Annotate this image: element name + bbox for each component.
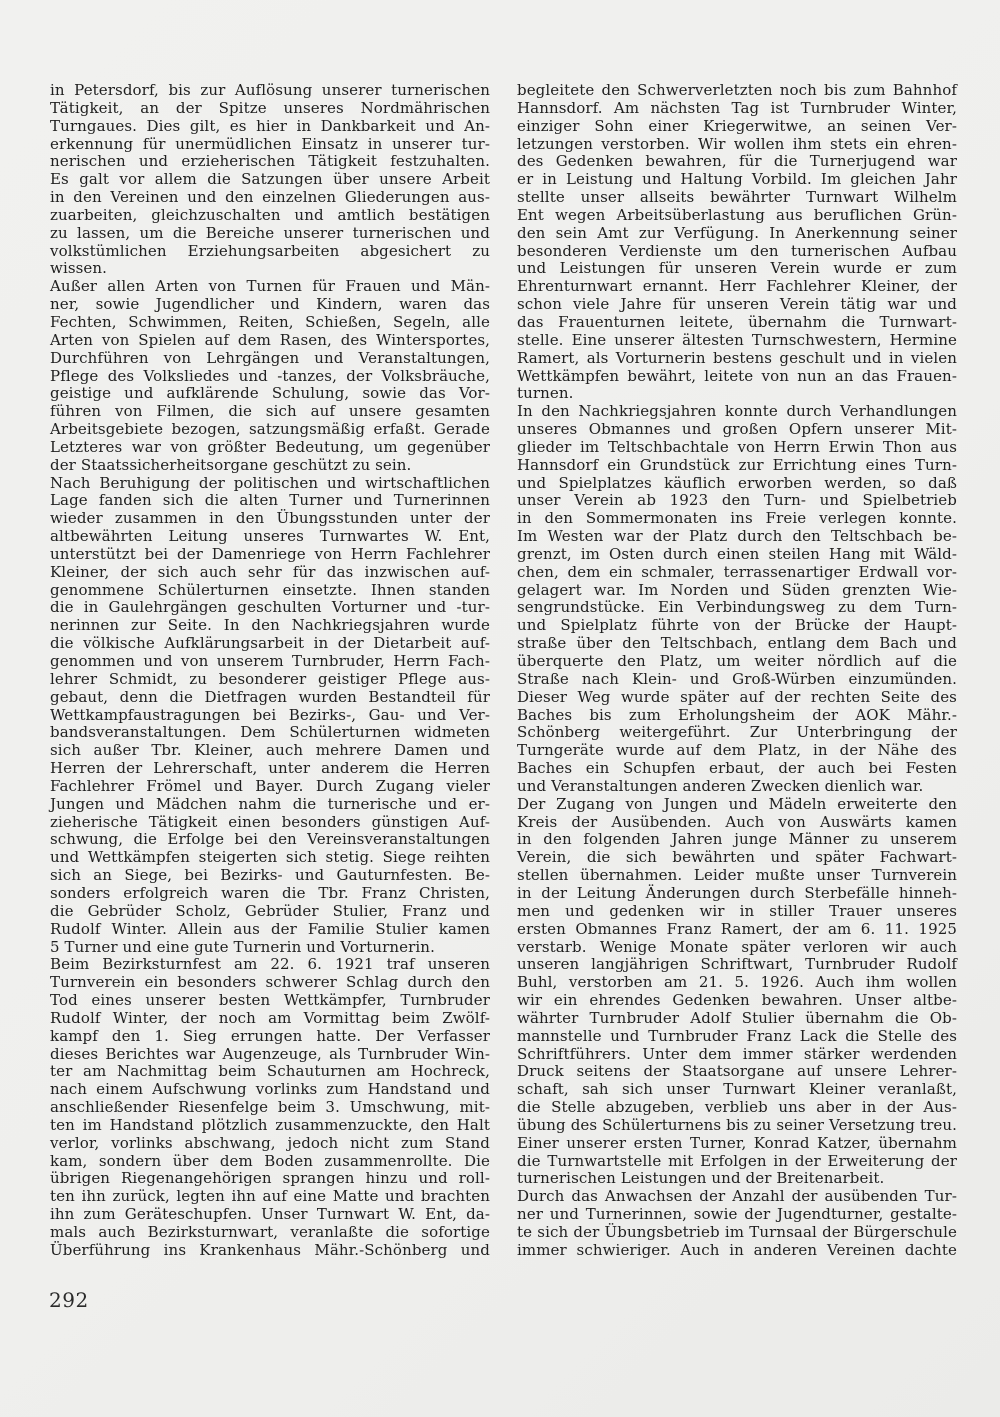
text-line: 5 Turner und eine gute Turnerin und Vorturnerin.	[50, 937, 435, 956]
text-line: stelle. Eine unserer ältesten Turnschwestern, Hermine	[517, 330, 957, 349]
text-line: Buhl, verstorben am 21. 5. 1926. Auch ihm wollen	[517, 973, 957, 992]
text-line: den sein Amt zur Verfügung. In Anerkennung seiner	[517, 223, 957, 242]
text-line: die völkische Aufklärungsarbeit in der Dietarbeit auf-	[50, 634, 490, 653]
text-line: besonderen Verdienste um den turnerischen Aufbau	[517, 241, 957, 260]
text-line: und Wettkämpfen steigerten sich stetig. Siege reihten	[50, 848, 490, 867]
text-line: mals auch Bezirksturnwart, veranlaßte die sofortige	[50, 1223, 490, 1241]
text-line: men und gedenken wir in stiller Trauer unseres	[517, 901, 957, 920]
text-line: unterstützt bei der Damenriege von Herrn Fachlehrer	[50, 544, 490, 563]
text-line: gebaut, denn die Dietfragen wurden Bestandteil für	[50, 687, 490, 706]
text-line: in den Vereinen und den einzelnen Gliederungen aus-	[50, 188, 490, 207]
left-column	[50, 82, 490, 1260]
text-line: genommene Schülerturnen einsetzte. Ihnen standen	[50, 580, 490, 599]
text-line: stellen übernahmen. Leider mußte unser Turnverein	[517, 866, 957, 885]
text-line: ner und Turnerinnen, sowie der Jugendturner, gestalte-	[517, 1205, 957, 1224]
text-line: gelagert war. Im Norden und Süden grenzten Wie-	[517, 580, 957, 599]
text-line: turnerischen Leistungen und der Breitenarbeit.	[517, 1169, 885, 1188]
text-line: genommen und von unserem Turnbruder, Herrn Fach-	[50, 652, 490, 670]
text-line: das Frauenturnen leitete, übernahm die Turnwart-	[517, 312, 957, 331]
text-line: Baches ein Schupfen erbaut, der auch bei Festen	[517, 759, 957, 778]
text-line: Kleiner, der sich auch sehr für das inzwischen auf-	[50, 562, 490, 581]
text-line: Turnverein ein besonders schwerer Schlag durch den	[50, 973, 490, 992]
text-line: Durch das Anwachsen der Anzahl der ausübenden Tur-	[517, 1187, 957, 1206]
text-line: sich an Siege, bei Bezirks- und Gauturnfesten. Be-	[50, 866, 490, 885]
text-line: Arbeitsgebiete bezogen, satzungsmäßig erfaßt. Gerade	[50, 420, 490, 439]
text-line: Turngaues. Dies gilt, es hier in Dankbarkeit und An-	[50, 116, 490, 135]
text-line: Einer unserer ersten Turner, Konrad Katzer, übernahm	[517, 1133, 957, 1152]
text-line: wissen.	[50, 259, 108, 278]
text-line: Verein, die sich bewährten und später Fachwart-	[517, 848, 957, 867]
text-line: die Stelle abzugeben, verblieb uns aber in der Aus-	[517, 1098, 957, 1117]
text-line: bandsveranstaltungen. Dem Schülerturnen widmeten	[50, 723, 490, 742]
text-line: chen, dem ein schmaler, terrassenartiger Erdwall vor-	[517, 562, 957, 581]
text-line: Überführung ins Krankenhaus Mähr.-Schönberg und	[50, 1240, 490, 1259]
text-line: anschließender Riesenfelge beim 3. Umschwung, mit-	[50, 1098, 490, 1117]
text-line: Letzteres war von größter Bedeutung, um gegenüber	[50, 437, 490, 456]
text-line: turnen.	[517, 384, 574, 403]
text-line: übung des Schülerturnens bis zu seiner Versetzung treu.	[517, 1115, 957, 1134]
right-column	[517, 82, 957, 1260]
text-line: stellte unser allseits bewährter Turnwart Wilhelm	[517, 188, 957, 207]
text-line: des Gedenken bewahren, für die Turnerjugend war	[517, 152, 957, 171]
text-line: Jungen und Mädchen nahm die turnerische und er-	[50, 794, 490, 813]
text-line: Rudolf Winter, der noch am Vormittag beim Zwölf-	[50, 1008, 490, 1027]
text-line: zu lassen, um die Bereiche unserer turnerischen und	[50, 223, 490, 242]
text-line: er in Leistung und Haltung Vorbild. Im gleichen Jahr	[517, 170, 957, 189]
text-line: nach einem Aufschwung vorlinks zum Handstand und	[50, 1080, 490, 1099]
text-line: Ehrenturnwart ernannt. Herr Fachlehrer Kleiner, der	[517, 277, 957, 296]
text-line: Straße nach Klein- und Groß-Würben einzumünden.	[517, 669, 957, 688]
page-number: 292	[49, 1288, 89, 1312]
text-line: nerischen und erzieherischen Tätigkeit festzuhalten.	[50, 152, 490, 171]
text-line: letzungen verstorben. Wir wollen ihm stets ein ehren-	[517, 134, 957, 153]
text-line: in der Leitung Änderungen durch Sterbefälle hinneh-	[517, 883, 957, 902]
text-line: Der Zugang von Jungen und Mädeln erweiterte den	[517, 794, 957, 813]
text-line: der Staatssicherheitsorgane geschützt zu sein.	[50, 455, 412, 474]
text-line: Wettkampfaustragungen bei Bezirks-, Gau- und Ver-	[50, 705, 490, 724]
text-line: geistige und aufklärende Schulung, sowie das Vor-	[50, 384, 490, 403]
text-line: Dieser Weg wurde später auf der rechten Seite des	[517, 687, 957, 706]
text-line: ihn zum Geräteschupfen. Unser Turnwart W. Ent, da-	[50, 1205, 490, 1224]
text-line: sonders erfolgreich waren die Tbr. Franz Christen,	[50, 883, 490, 902]
text-line: Pflege des Volksliedes und -tanzes, der Volksbräuche,	[50, 366, 490, 385]
text-line: verlor, vorlinks abschwang, jedoch nicht zum Stand	[50, 1133, 490, 1152]
text-line: in Petersdorf, bis zur Auflösung unserer turnerischen	[50, 81, 490, 99]
text-line: ten im Handstand plötzlich zusammenzuckte, den Halt	[50, 1115, 490, 1134]
text-line: die in Gaulehrgängen geschulten Vorturner und -tur-	[50, 598, 490, 617]
text-line: überquerte den Platz, um weiter nördlich auf die	[517, 652, 957, 670]
text-line: unseren langjährigen Schriftwart, Turnbruder Rudolf	[517, 955, 957, 974]
text-line: Tod eines unserer besten Wettkämpfer, Turnbruder	[50, 991, 490, 1010]
text-line: Im Westen war der Platz durch den Teltschbach be-	[517, 527, 957, 546]
text-line: zuarbeiten, gleichzuschalten und amtlich bestätigen	[50, 205, 490, 224]
text-line: Druck seitens der Staatsorgane auf unsere Lehrer-	[517, 1062, 957, 1081]
text-line: Hannsdorf ein Grundstück zur Errichtung eines Turn-	[517, 455, 957, 474]
text-line: Lage fanden sich die alten Turner und Turnerinnen	[50, 491, 490, 510]
text-line: schwung, die Erfolge bei den Vereinsveranstaltungen	[50, 830, 490, 849]
text-line: schaft, sah sich unser Turnwart Kleiner veranlaßt,	[517, 1080, 957, 1099]
text-line: führen von Filmen, die sich auf unsere gesamten	[50, 402, 490, 421]
text-line: und Spielplatzes käuflich erworben werden, so daß	[517, 473, 957, 492]
text-line: Wettkämpfen bewährt, leitete von nun an das Frauen-	[517, 366, 957, 385]
text-line: wieder zusammen in den Übungsstunden unter der	[50, 509, 490, 528]
text-line: einziger Sohn einer Kriegerwitwe, an seinen Ver-	[517, 116, 957, 135]
text-line: verstarb. Wenige Monate später verloren wir auch	[517, 937, 957, 956]
text-line: Kreis der Ausübenden. Auch von Auswärts kamen	[517, 812, 957, 831]
text-line: nerinnen zur Seite. In den Nachkriegsjahren wurde	[50, 616, 490, 635]
text-line: Es galt vor allem die Satzungen über unsere Arbeit	[50, 170, 490, 189]
text-line: straße über den Teltschbach, entlang dem Bach und	[517, 634, 957, 653]
text-line: Schriftführers. Unter dem immer stärker werdenden	[517, 1044, 957, 1063]
text-line: Tätigkeit, an der Spitze unseres Nordmährischen	[50, 98, 490, 117]
text-line: te sich der Übungsbetrieb im Turnsaal der Bürgerschule	[517, 1223, 957, 1241]
text-line: Ramert, als Vorturnerin bestens geschult und in vielen	[517, 348, 957, 367]
text-line: schon viele Jahre für unseren Verein tätig war und	[517, 295, 957, 314]
text-line: und Leistungen für unseren Verein wurde er zum	[517, 259, 957, 278]
text-line: die Turnwartstelle mit Erfolgen in der Erweiterung der	[517, 1151, 957, 1170]
text-line: und Spielplatz führte von der Brücke der Haupt-	[517, 616, 957, 635]
text-line: In den Nachkriegsjahren konnte durch Verhandlungen	[517, 402, 957, 421]
text-line: Turngeräte wurde auf dem Platz, in der Nähe des	[517, 741, 957, 760]
text-line: übrigen Riegenangehörigen sprangen hinzu und roll-	[50, 1169, 490, 1188]
text-line: Fechten, Schwimmen, Reiten, Schießen, Segeln, alle	[50, 312, 490, 331]
text-line: lehrer Schmidt, zu besonderer geistiger Pflege aus-	[50, 669, 490, 688]
text-line: ter am Nachmittag beim Schauturnen am Hochreck,	[50, 1062, 490, 1081]
text-line: Durchführen von Lehrgängen und Veranstaltungen,	[50, 348, 490, 367]
text-line: volkstümlichen Erziehungsarbeiten abgesichert zu	[50, 241, 490, 260]
text-line: in den folgenden Jahren junge Männer zu unserem	[517, 830, 957, 849]
text-line: Schönberg weitergeführt. Zur Unterbringung der	[517, 723, 957, 742]
text-line: Arten von Spielen auf dem Rasen, des Wintersportes,	[50, 330, 490, 349]
text-line: glieder im Teltschbachtale von Herrn Erwin Thon aus	[517, 437, 957, 456]
text-line: Fachlehrer Frömel und Bayer. Durch Zugang vieler	[50, 776, 490, 795]
text-line: Nach Beruhigung der politischen und wirtschaftlichen	[50, 473, 490, 492]
text-line: begleitete den Schwerverletzten noch bis zum Bahnhof	[517, 81, 957, 99]
text-line: unser Verein ab 1923 den Turn- und Spielbetrieb	[517, 491, 957, 510]
text-line: zieherische Tätigkeit einen besonders günstigen Auf-	[50, 812, 490, 831]
text-line: mannstelle und Turnbruder Franz Lack die Stelle des	[517, 1026, 957, 1045]
text-line: ersten Obmannes Franz Ramert, der am 6. 11. 1925	[517, 919, 957, 938]
text-line: Baches bis zum Erholungsheim der AOK Mähr.-	[517, 705, 957, 724]
text-line: altbewährten Leitung unseres Turnwartes W. Ent,	[50, 527, 490, 546]
text-line: kam, sondern über dem Boden zusammenrollte. Die	[50, 1151, 490, 1170]
text-line: Hannsdorf. Am nächsten Tag ist Turnbruder Winter,	[517, 98, 957, 117]
text-line: Herren der Lehrerschaft, unter anderem die Herren	[50, 759, 490, 778]
text-line: sich außer Tbr. Kleiner, auch mehrere Damen und	[50, 741, 490, 760]
text-line: dieses Berichtes war Augenzeuge, als Turnbruder Win-	[50, 1044, 490, 1063]
text-line: Außer allen Arten von Turnen für Frauen und Män-	[50, 277, 490, 296]
text-line: immer schwieriger. Auch in anderen Vereinen dachte	[517, 1240, 957, 1259]
text-line: wir ein ehrendes Gedenken bewahren. Unser altbe-	[517, 991, 957, 1010]
text-line: kampf den 1. Sieg errungen hatte. Der Verfasser	[50, 1026, 490, 1045]
text-line: unseres Obmannes und großen Opfern unserer Mit-	[517, 420, 957, 439]
text-line: erkennung für unermüdlichen Einsatz in unserer tur-	[50, 134, 490, 153]
text-line: in den Sommermonaten ins Freie verlegen konnte.	[517, 509, 957, 528]
text-line: ten ihn zurück, legten ihn auf eine Matte und brachten	[50, 1187, 490, 1206]
text-line: währter Turnbruder Adolf Stulier übernahm die Ob-	[517, 1008, 957, 1027]
text-line: und Veranstaltungen anderen Zwecken dienlich war.	[517, 776, 924, 795]
text-line: die Gebrüder Scholz, Gebrüder Stulier, Franz und	[50, 901, 490, 920]
text-line: Ent wegen Arbeitsüberlastung aus beruflichen Grün-	[517, 205, 957, 224]
text-line: sengrundstücke. Ein Verbindungsweg zu dem Turn-	[517, 598, 957, 617]
text-line: ner, sowie Jugendlicher und Kindern, waren das	[50, 295, 490, 314]
text-columns	[50, 82, 957, 1260]
text-line: Beim Bezirksturnfest am 22. 6. 1921 traf unseren	[50, 955, 490, 974]
text-line: grenzt, im Osten durch einen steilen Hang mit Wäld-	[517, 544, 957, 563]
text-line: Rudolf Winter. Allein aus der Familie Stulier kamen	[50, 919, 490, 938]
